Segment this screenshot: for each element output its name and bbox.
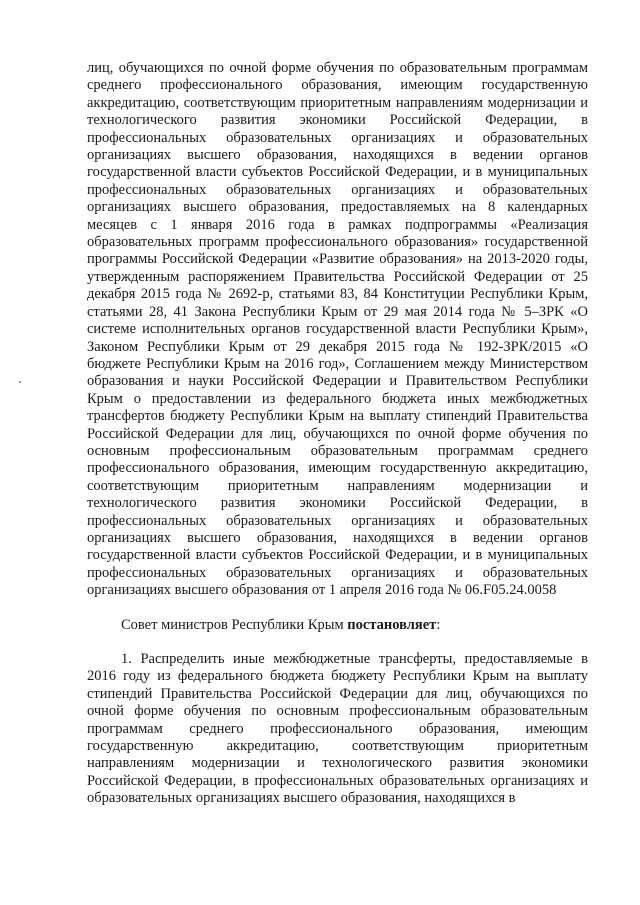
continuation-paragraph: лиц, обучающихся по очной форме обучения по образовательным программам среднего профессионального образования, имеющим государственную аккредитацию, соответствующим приоритетным направлениям модернизации и технологического развития экономики Российской Федерации, в профессиональных образовательных организациях и образовательных организациях высшего образования, находящихся в ведении органов государственной власти субъектов Российской Федерации, и в муниципальных профессиональных образовательных организациях и образовательных организациях высшего образования, предоставляемых на 8 календарных месяцев с 1 января 2016 года в рамках подпрограммы «Реализация образовательных программ профессионального образования» государственной программы Российской Федерации «Развитие образования» на 2013-2020 годы, утвержденным распоряжением Правительства Российской Федерации от 25 декабря 2015 года № 2692-р, статьями 83, 84 Конституции Республики Крым, статьями 28, 41 Закона Республики Крым от 29 мая 2014 года № 5–ЗРК «О системе исполнительных органов государственной власти Республики Крым», Законом Республики Крым от 29 декабря 2015 года № 192-ЗРК/2015 «О бюджете Республики Крым на 2016 год», Соглашением между Министерством образования и науки Российской Федерации и Правительством Республики Крым о предоставлении из федерального бюджета иных межбюджетных трансфертов бюджету Республики Крым на выплату стипендий Правительства Российской Федерации для лиц, обучающихся по очной форме обучения по основным профессиональным образовательным программам среднего профессионального образования, имеющим государственную аккредитацию, соответствующим приоритетным направлениям модернизации и технологического развития экономики Российской Федерации, в профессиональных образовательных организациях и образовательных организациях высшего образования, находящихся в ведении органов государственной власти субъектов Российской Федерации, и в муниципальных профессиональных образовательных организациях и образовательных организациях высшего образования от 1 апреля 2016 года № 06.F05.24.0058 — [87, 60, 588, 599]
paragraph-gap — [87, 634, 588, 651]
paragraph-gap — [87, 600, 588, 617]
council-text: Совет министров Республики Крым — [121, 616, 348, 633]
resolves-word: постановляет — [347, 616, 437, 633]
document-page — [87, 60, 588, 808]
scan-speck — [19, 381, 21, 383]
council-resolution-line — [87, 617, 588, 634]
item-1-paragraph: 1. Распределить иные межбюджетные трансферты, предоставляемые в 2016 году из федерального бюджета бюджету Республики Крым на выплату стипендий Правительства Российской Федерации для лиц, обучающихся по очной форме обучения по основным профессиональным образовательным программам среднего профессионального образования, имеющим государственную аккредитацию, соответствующим приоритетным направлениям модернизации и технологического развития экономики Российской Федерации, в профессиональных образовательных организациях и образовательных организациях высшего образования, находящихся в — [87, 651, 588, 807]
colon: : — [436, 616, 441, 633]
